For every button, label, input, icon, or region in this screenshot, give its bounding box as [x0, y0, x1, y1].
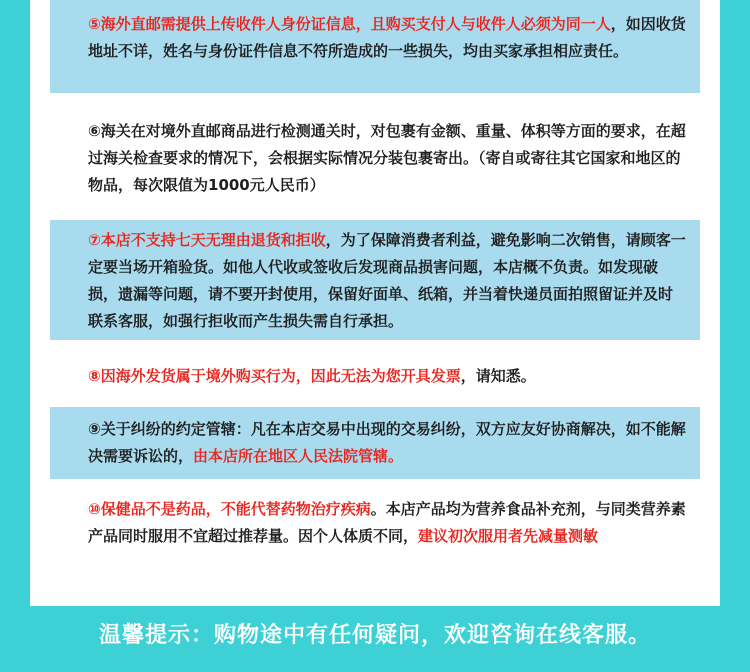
notice-5 — [50, 0, 700, 93]
notice-10 — [50, 492, 700, 588]
notice-9-seg-2: 由本店所在地区人民法院管辖。 — [193, 447, 404, 465]
notice-7 — [50, 220, 700, 340]
notice-9-seg-1: ⑨关于纠纷的约定管辖：凡在本店交易中出现的交易纠纷，双方应友好协商解决，如不能解决需要诉讼的， — [88, 420, 686, 465]
notice-10-seg-1: ⑩保健品不是药品，不能代替药物治疗疾病 — [88, 500, 371, 518]
notice-5-seg-2: ，如因收货地址不详，姓名与身份证件信息不符所造成的一些损失，均由买家承担相应责任。 — [88, 15, 686, 60]
notice-6 — [50, 110, 700, 210]
notice-7-seg-1: ⑦本店不支持七天无理由退货和拒收 — [88, 231, 326, 249]
notice-8 — [50, 355, 700, 399]
notice-7-seg-2: ，为了保障消费者利益，避免影响二次销售，请顾客一定要当场开箱验货。如他人代收或签收后发现商品损害问题，本店概不负责。如发现破损，遗漏等问题，请不要开封使用，保留好面单、纸箱，并当着快递员面拍照留证并及时联系客服，如强行拒收而产生损失需自行承担。 — [88, 231, 686, 330]
footer-tip: 温馨提示：购物途中有任何疑问，欢迎咨询在线客服。 — [98, 623, 651, 648]
notice-5-seg-1: ⑤海外直邮需提供上传收件人身份证信息，且购买支付人与收件人必须为同一人 — [88, 15, 611, 33]
notice-10-seg-2: 。本店产品均为营养食品补充剂，与同类营养素产品同时服用不宜超过推荐量。因个人体质不同， — [88, 500, 686, 545]
notice-10-seg-3: 建议初次服用者先减量测敏 — [418, 527, 599, 545]
notice-9 — [50, 407, 700, 479]
notice-8-seg-1: ⑧因海外发货属于境外购买行为，因此无法为您开具发票 — [88, 367, 461, 385]
notice-6-seg-1: ⑥海关在对境外直邮商品进行检测通关时，对包裹有金额、重量、体积等方面的要求，在超过海关检查要求的情况下，会根据实际情况分装包裹寄出。（寄自或寄往其它国家和地区的物品，每次限值为1000元人民币） — [88, 122, 686, 194]
notice-8-seg-2: ，请知悉。 — [460, 367, 536, 385]
